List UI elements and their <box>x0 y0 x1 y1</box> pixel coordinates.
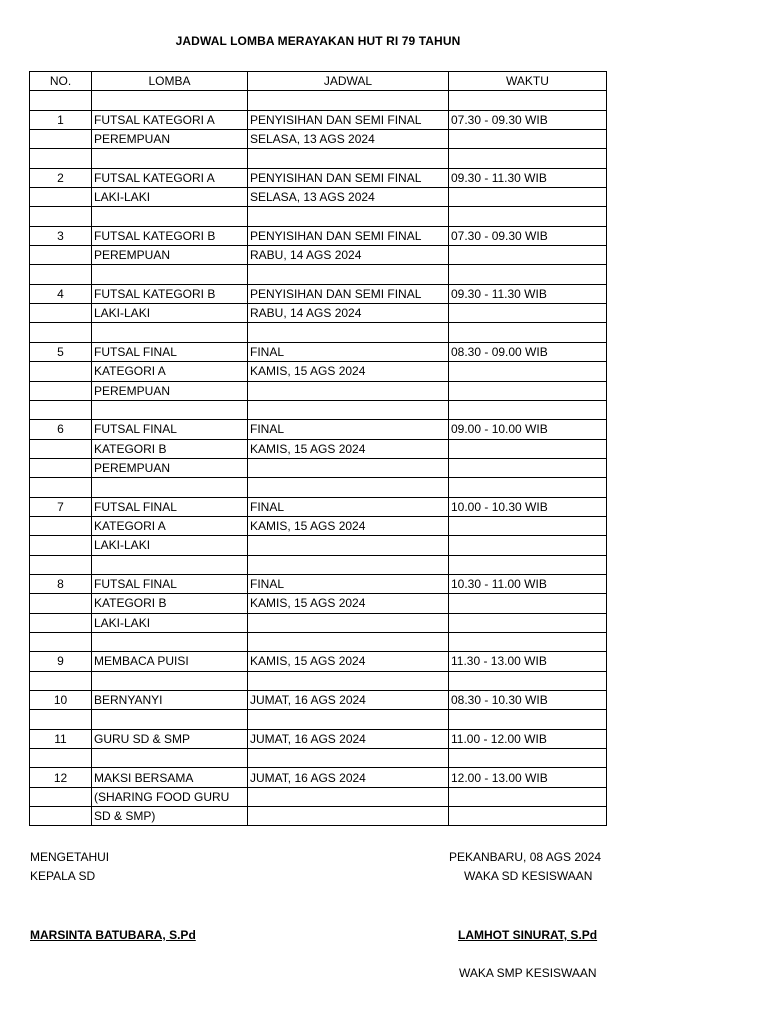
cell-waktu <box>449 439 607 458</box>
cell-jadwal <box>248 400 449 419</box>
cell-jadwal: PENYISIHAN DAN SEMI FINAL <box>248 226 449 245</box>
schedule-body <box>30 91 607 826</box>
cell-no: 9 <box>30 652 92 671</box>
cell-lomba: KATEGORI B <box>92 439 248 458</box>
table-row <box>30 342 607 361</box>
cell-waktu: 10.30 - 11.00 WIB <box>449 574 607 593</box>
cell-no: 6 <box>30 420 92 439</box>
cell-jadwal: KAMIS, 15 AGS 2024 <box>248 652 449 671</box>
cell-lomba <box>92 91 248 110</box>
cell-waktu <box>449 362 607 381</box>
cell-jadwal <box>248 458 449 477</box>
table-row <box>30 420 607 439</box>
cell-jadwal <box>248 555 449 574</box>
cell-jadwal <box>248 710 449 729</box>
cell-no <box>30 710 92 729</box>
cell-jadwal: KAMIS, 15 AGS 2024 <box>248 439 449 458</box>
cell-jadwal <box>248 787 449 806</box>
cell-waktu: 07.30 - 09.30 WIB <box>449 226 607 245</box>
table-row <box>30 168 607 187</box>
cell-waktu: 09.00 - 10.00 WIB <box>449 420 607 439</box>
cell-no <box>30 91 92 110</box>
cell-no <box>30 749 92 768</box>
cell-waktu <box>449 555 607 574</box>
right-signatory-name: LAMHOT SINURAT, S.Pd <box>458 928 598 942</box>
table-row <box>30 652 607 671</box>
table-row <box>30 304 607 323</box>
cell-lomba: MEMBACA PUISI <box>92 652 248 671</box>
cell-no <box>30 362 92 381</box>
cell-no: 7 <box>30 497 92 516</box>
cell-no <box>30 207 92 226</box>
table-row <box>30 478 607 497</box>
cell-no <box>30 555 92 574</box>
header-waktu: WAKTU <box>449 72 607 91</box>
cell-lomba: FUTSAL KATEGORI A <box>92 110 248 129</box>
table-row <box>30 594 607 613</box>
cell-lomba <box>92 555 248 574</box>
cell-waktu: 07.30 - 09.30 WIB <box>449 110 607 129</box>
table-row <box>30 613 607 632</box>
cell-no <box>30 149 92 168</box>
left-signatory-name: MARSINTA BATUBARA, S.Pd <box>30 928 196 942</box>
cell-waktu <box>449 458 607 477</box>
table-row <box>30 130 607 149</box>
cell-waktu <box>449 149 607 168</box>
cell-jadwal <box>248 265 449 284</box>
cell-jadwal: RABU, 14 AGS 2024 <box>248 304 449 323</box>
cell-jadwal: RABU, 14 AGS 2024 <box>248 246 449 265</box>
cell-jadwal <box>248 749 449 768</box>
left-label-mengetahui: MENGETAHUI <box>30 850 110 864</box>
cell-jadwal <box>248 807 449 826</box>
cell-lomba: PEREMPUAN <box>92 130 248 149</box>
table-row <box>30 110 607 129</box>
cell-no <box>30 594 92 613</box>
cell-jadwal: FINAL <box>248 420 449 439</box>
cell-no: 5 <box>30 342 92 361</box>
table-row <box>30 807 607 826</box>
cell-no <box>30 807 92 826</box>
cell-no <box>30 439 92 458</box>
cell-waktu <box>449 207 607 226</box>
cell-waktu <box>449 536 607 555</box>
cell-lomba <box>92 710 248 729</box>
cell-lomba: SD & SMP) <box>92 807 248 826</box>
cell-lomba: PEREMPUAN <box>92 246 248 265</box>
header-row <box>30 72 607 91</box>
cell-lomba: GURU SD & SMP <box>92 729 248 748</box>
cell-waktu <box>449 246 607 265</box>
cell-lomba: LAKI-LAKI <box>92 613 248 632</box>
cell-jadwal: KAMIS, 15 AGS 2024 <box>248 362 449 381</box>
cell-lomba: KATEGORI A <box>92 516 248 535</box>
table-row <box>30 555 607 574</box>
table-row <box>30 729 607 748</box>
cell-no <box>30 323 92 342</box>
table-row <box>30 149 607 168</box>
cell-lomba <box>92 323 248 342</box>
table-row <box>30 207 607 226</box>
header-lomba: LOMBA <box>92 72 248 91</box>
cell-jadwal <box>248 478 449 497</box>
cell-lomba: FUTSAL KATEGORI A <box>92 168 248 187</box>
cell-lomba: PEREMPUAN <box>92 381 248 400</box>
cell-jadwal: SELASA, 13 AGS 2024 <box>248 130 449 149</box>
table-row <box>30 749 607 768</box>
cell-waktu <box>449 807 607 826</box>
right-place-date: PEKANBARU, 08 AGS 2024 <box>449 850 602 864</box>
cell-lomba <box>92 400 248 419</box>
cell-lomba: KATEGORI A <box>92 362 248 381</box>
cell-lomba: PEREMPUAN <box>92 458 248 477</box>
cell-lomba: FUTSAL KATEGORI B <box>92 284 248 303</box>
cell-lomba: MAKSI BERSAMA <box>92 768 248 787</box>
table-row <box>30 439 607 458</box>
cell-waktu: 11.30 - 13.00 WIB <box>449 652 607 671</box>
cell-jadwal: FINAL <box>248 574 449 593</box>
cell-waktu <box>449 594 607 613</box>
cell-lomba: BERNYANYI <box>92 691 248 710</box>
table-row <box>30 226 607 245</box>
table-row <box>30 246 607 265</box>
table-row <box>30 362 607 381</box>
cell-no: 10 <box>30 691 92 710</box>
cell-no <box>30 478 92 497</box>
header-no: NO. <box>30 72 92 91</box>
right-label-waka-sd: WAKA SD KESISWAAN <box>464 869 593 883</box>
table-row <box>30 536 607 555</box>
cell-jadwal: KAMIS, 15 AGS 2024 <box>248 594 449 613</box>
cell-no <box>30 304 92 323</box>
cell-no <box>30 632 92 651</box>
table-row <box>30 671 607 690</box>
table-row <box>30 691 607 710</box>
cell-jadwal: PENYISIHAN DAN SEMI FINAL <box>248 284 449 303</box>
header-jadwal: JADWAL <box>248 72 449 91</box>
cell-waktu <box>449 516 607 535</box>
cell-no <box>30 246 92 265</box>
cell-waktu <box>449 188 607 207</box>
cell-jadwal: JUMAT, 16 AGS 2024 <box>248 691 449 710</box>
cell-no <box>30 536 92 555</box>
cell-jadwal: FINAL <box>248 497 449 516</box>
cell-no: 11 <box>30 729 92 748</box>
cell-jadwal <box>248 381 449 400</box>
cell-waktu <box>449 632 607 651</box>
cell-no: 4 <box>30 284 92 303</box>
cell-lomba: FUTSAL FINAL <box>92 342 248 361</box>
cell-lomba: LAKI-LAKI <box>92 304 248 323</box>
cell-lomba <box>92 207 248 226</box>
cell-no <box>30 265 92 284</box>
table-row <box>30 574 607 593</box>
cell-waktu <box>449 710 607 729</box>
cell-waktu: 08.30 - 10.30 WIB <box>449 691 607 710</box>
table-row <box>30 787 607 806</box>
cell-waktu <box>449 323 607 342</box>
table-row <box>30 188 607 207</box>
cell-jadwal <box>248 207 449 226</box>
table-row <box>30 632 607 651</box>
cell-waktu <box>449 787 607 806</box>
cell-jadwal: PENYISIHAN DAN SEMI FINAL <box>248 110 449 129</box>
page-title: JADWAL LOMBA MERAYAKAN HUT RI 79 TAHUN <box>175 34 461 48</box>
cell-jadwal <box>248 149 449 168</box>
cell-waktu <box>449 478 607 497</box>
cell-no <box>30 458 92 477</box>
cell-lomba: FUTSAL FINAL <box>92 574 248 593</box>
cell-lomba <box>92 632 248 651</box>
cell-lomba: (SHARING FOOD GURU <box>92 787 248 806</box>
cell-no <box>30 400 92 419</box>
cell-waktu: 09.30 - 11.30 WIB <box>449 284 607 303</box>
cell-jadwal: JUMAT, 16 AGS 2024 <box>248 729 449 748</box>
table-row <box>30 497 607 516</box>
cell-waktu <box>449 671 607 690</box>
cell-lomba: FUTSAL KATEGORI B <box>92 226 248 245</box>
cell-no: 8 <box>30 574 92 593</box>
table-row <box>30 381 607 400</box>
cell-waktu: 11.00 - 12.00 WIB <box>449 729 607 748</box>
cell-waktu: 12.00 - 13.00 WIB <box>449 768 607 787</box>
cell-lomba: LAKI-LAKI <box>92 536 248 555</box>
cell-jadwal: JUMAT, 16 AGS 2024 <box>248 768 449 787</box>
cell-no <box>30 671 92 690</box>
cell-jadwal <box>248 613 449 632</box>
cell-waktu <box>449 381 607 400</box>
cell-waktu <box>449 130 607 149</box>
cell-jadwal <box>248 536 449 555</box>
right-label-waka-smp: WAKA SMP KESISWAAN <box>459 966 597 980</box>
cell-jadwal <box>248 91 449 110</box>
cell-no <box>30 188 92 207</box>
table-row <box>30 91 607 110</box>
cell-jadwal <box>248 671 449 690</box>
cell-lomba: FUTSAL FINAL <box>92 497 248 516</box>
cell-lomba: KATEGORI B <box>92 594 248 613</box>
cell-lomba <box>92 749 248 768</box>
table-row <box>30 516 607 535</box>
table-row <box>30 284 607 303</box>
cell-no: 1 <box>30 110 92 129</box>
schedule-table <box>29 71 607 826</box>
table-row <box>30 768 607 787</box>
cell-no: 2 <box>30 168 92 187</box>
cell-waktu <box>449 91 607 110</box>
table-row <box>30 323 607 342</box>
table-row <box>30 710 607 729</box>
cell-waktu: 10.00 - 10.30 WIB <box>449 497 607 516</box>
table-row <box>30 400 607 419</box>
cell-no: 3 <box>30 226 92 245</box>
cell-waktu <box>449 400 607 419</box>
cell-no: 12 <box>30 768 92 787</box>
cell-waktu <box>449 749 607 768</box>
cell-jadwal <box>248 632 449 651</box>
cell-lomba: FUTSAL FINAL <box>92 420 248 439</box>
cell-jadwal: SELASA, 13 AGS 2024 <box>248 188 449 207</box>
cell-jadwal: KAMIS, 15 AGS 2024 <box>248 516 449 535</box>
cell-no <box>30 130 92 149</box>
cell-jadwal: FINAL <box>248 342 449 361</box>
cell-jadwal <box>248 323 449 342</box>
cell-jadwal: PENYISIHAN DAN SEMI FINAL <box>248 168 449 187</box>
left-label-kepala-sd: KEPALA SD <box>30 869 96 883</box>
cell-lomba <box>92 671 248 690</box>
cell-lomba <box>92 149 248 168</box>
cell-no <box>30 613 92 632</box>
cell-lomba <box>92 265 248 284</box>
cell-waktu <box>449 265 607 284</box>
cell-waktu <box>449 613 607 632</box>
cell-no <box>30 516 92 535</box>
cell-no <box>30 381 92 400</box>
cell-waktu <box>449 304 607 323</box>
table-row <box>30 265 607 284</box>
cell-waktu: 09.30 - 11.30 WIB <box>449 168 607 187</box>
table-row <box>30 458 607 477</box>
cell-waktu: 08.30 - 09.00 WIB <box>449 342 607 361</box>
cell-no <box>30 787 92 806</box>
cell-lomba: LAKI-LAKI <box>92 188 248 207</box>
cell-lomba <box>92 478 248 497</box>
